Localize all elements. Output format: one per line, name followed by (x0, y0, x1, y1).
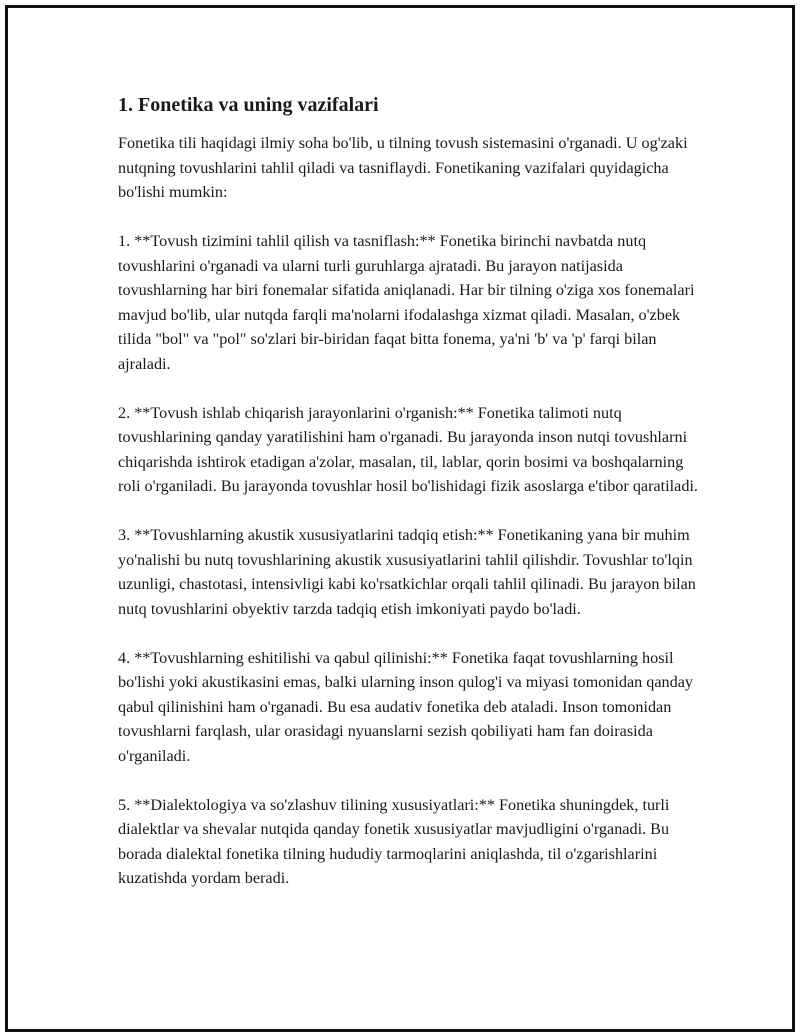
list-item: 2. **Tovush ishlab chiqarish jarayonlarini o'rganish:** Fonetika talimoti nutq tovushlarining qanday yaratilishini ham o'rganadi. Bu jarayonda inson nutqi tovushlarni chiqarishda ishtirok etadigan a'zolar, masalan, til, lablar, qorin bosimi va boshqalarning roli o'rganiladi. Bu jarayonda tovushlar hosil bo'lishidagi fizik asoslarga e'tibor qaratiladi. (118, 403, 698, 495)
list-item: 3. **Tovushlarning akustik xususiyatlarini tadqiq etish:** Fonetikaning yana bir muhim yo'nalishi bu nutq tovushlarining akustik xususiyatlarini tahlil qilishdir. Tovushlar to'lqin uzunligi, chastotasi, intensivligi kabi ko'rsatkichlar orqali tahlil qilinadi. Bu jarayon bilan nutq tovushlarini obyektiv tarzda tadqiq etish imkoniyati paydo bo'ladi. (118, 526, 696, 618)
list-item: 4. **Tovushlarning eshitilishi va qabul qilinishi:** Fonetika faqat tovushlarning hosil bo'lishi yoki akustikasini emas, balki ularning inson qulog'i va miyasi tomonidan qanday qabul qilinishini ham o'rganadi. Bu esa audativ fonetika deb ataladi. Inson tomonidan tovushlarni farqlash, ular orasidagi nyuanslarni sezish qobiliyati ham fan doirasida o'rganiladi. (118, 648, 694, 765)
list-item: 5. **Dialektologiya va so'zlashuv tilining xususiyatlari:** Fonetika shuningdek, turli dialektlar va shevalar nutqida qanday fonetik xususiyatlar mavjudligini o'rganadi. Bu borada dialektal fonetika tilning hududiy tarmoqlarini aniqlashda, til o'zgarishlarini kuzatishda yordam beradi. (118, 795, 670, 887)
document-body (118, 91, 698, 891)
section-title: 1. Fonetika va uning vazifalari (118, 94, 379, 116)
intro-paragraph: Fonetika tili haqidagi ilmiy soha bo'lib, u tilning tovush sistemasini o'rganadi. U og'zaki nutqning tovushlarini tahlil qiladi va tasniflaydi. Fonetikaning vazifalari quyidagicha bo'lishi mumkin: (118, 134, 688, 201)
list-item: 1. **Tovush tizimini tahlil qilish va tasniflash:** Fonetika birinchi navbatda nutq tovushlarini o'rganadi va ularni turli guruhlarga ajratadi. Bu jarayon natijasida tovushlarning har biri fonemalar sifatida aniqlanadi. Har bir tilning o'ziga xos fonemalari mavjud bo'lib, ular nutqda farqli ma'nolarni ifodalashga xizmat qiladi. Masalan, o'zbek tilida "bol" va "pol" so'zlari bir-biridan faqat bitta fonema, ya'ni 'b' va 'p' farqi bilan ajraladi. (118, 232, 695, 373)
